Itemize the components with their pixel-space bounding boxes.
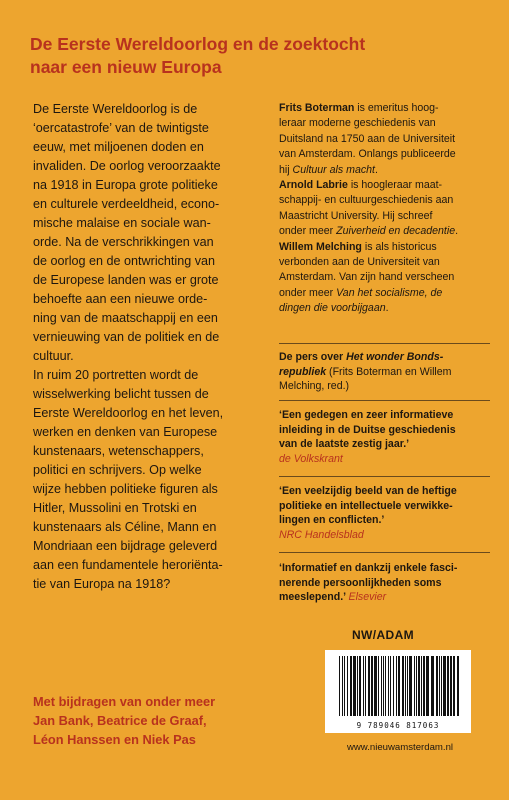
barcode-bar [409, 656, 412, 716]
press-heading-line [279, 365, 494, 380]
blurb-line: Mondriaan een bijdrage geleverd [33, 539, 218, 553]
blurb-line: werken en denken van Europese [33, 425, 218, 439]
barcode-bar [374, 656, 377, 716]
barcode-bar [353, 656, 356, 716]
barcode-bar [439, 656, 440, 716]
bio-text: van Amsterdam. Onlangs publiceerde [279, 148, 456, 161]
isbn-barcode [325, 650, 471, 733]
blurb-line: wijze hebben politieke figuren als [33, 482, 218, 496]
bio-text: is als historicus [361, 240, 437, 253]
bio-text: Duitsland na 1750 aan de Universiteit [279, 132, 456, 145]
publisher-url: www.nieuwamsterdam.nl [346, 742, 454, 753]
divider [279, 400, 490, 401]
bio-text: Amsterdam. Van zijn hand verscheen [279, 271, 455, 284]
book-title: Cultuur als macht [292, 163, 375, 176]
barcode-bar [407, 656, 408, 716]
barcode-bar [431, 656, 434, 716]
blurb-line: ning van de maatschappij en een [33, 311, 218, 325]
author-bios [279, 101, 494, 317]
bio-text: Maastricht University. Hij schreef [279, 209, 433, 222]
barcode-bar [357, 656, 358, 716]
press-heading [279, 350, 494, 394]
barcode-bar [418, 656, 420, 716]
barcode-bar [344, 656, 345, 716]
bio-text: onder meer [279, 286, 337, 299]
barcode-bar [453, 656, 455, 716]
barcode-bar [402, 656, 404, 716]
bio-text: . [385, 302, 389, 315]
author-name: Arnold Labrie [279, 179, 348, 192]
barcode-bar [385, 656, 386, 716]
barcode-bar [359, 656, 361, 716]
quote-text: meeslepend.’ [279, 591, 346, 604]
barcode-bar [371, 656, 373, 716]
barcode-bar [416, 656, 417, 716]
blurb-line: aan een fundamentele heroriënta- [33, 558, 223, 572]
barcode-bar [378, 656, 379, 716]
barcode-bar [436, 656, 438, 716]
blurb-line: orde. Na de verschrikkingen van [33, 235, 214, 249]
blurb-line: eeuw, met miljoenen doden en [33, 140, 204, 154]
press-heading-line [279, 350, 494, 365]
blurb-line: politici en schrijvers. Op welke [33, 463, 202, 477]
barcode-bar [441, 656, 442, 716]
quote-last-line [279, 590, 494, 605]
book-title: Zuiverheid en decadentie [336, 225, 456, 238]
title-line-2: naar een nieuw Europa [30, 57, 222, 77]
book-title: Van het socialisme, de [336, 286, 443, 299]
contributors-line: Jan Bank, Beatrice de Graaf, [33, 713, 207, 728]
press-heading-text: Melching, red.) [279, 380, 350, 393]
barcode-bar [457, 656, 459, 716]
contributors-line: Léon Hanssen en Niek Pas [33, 732, 196, 747]
press-heading-text: De pers over [279, 351, 347, 363]
bio-text: . [455, 225, 459, 238]
press-quote-3 [279, 561, 494, 605]
barcode-bar [381, 656, 382, 716]
bio-text: . [374, 163, 378, 176]
bio-boterman-line-1 [279, 101, 494, 116]
bio-text [279, 163, 494, 178]
bio-text [279, 286, 494, 301]
divider [279, 552, 490, 553]
contributors-line: Met bijdragen van onder meer [33, 694, 216, 709]
barcode-bar [347, 656, 348, 716]
barcode-bars [325, 650, 471, 722]
blurb-line: de Europese landen was er grote [33, 273, 219, 287]
barcode-bar [450, 656, 452, 716]
bio-text: onder meer [279, 225, 337, 238]
bio-text: schappij- en cultuurgeschiedenis aan [279, 194, 454, 207]
barcode-bar [393, 656, 394, 716]
divider [279, 476, 490, 477]
barcode-bar [390, 656, 391, 716]
barcode-bar [398, 656, 400, 716]
barcode-bar [423, 656, 425, 716]
barcode-bar [443, 656, 446, 716]
barcode-bar [388, 656, 389, 716]
barcode-bar [405, 656, 406, 716]
blurb-line: cultuur. [33, 349, 74, 363]
blurb-line: behoefte aan een nieuwe orde- [33, 292, 208, 306]
press-quote-1 [279, 408, 494, 466]
divider [279, 343, 490, 344]
title-line-1: De Eerste Wereldoorlog en de zoektocht [30, 34, 366, 54]
barcode-bar [414, 656, 415, 716]
blurb-line: kunstenaars als Céline, Mann en [33, 520, 217, 534]
barcode-bar [365, 656, 366, 716]
bio-melching-line-1 [279, 240, 494, 255]
back-cover-title [30, 33, 490, 79]
press-quote-2 [279, 484, 494, 542]
quote-text: inleiding in de Duitse geschiedenis [279, 423, 456, 436]
quote-text: ‘Informatief en dankzij enkele fasci- [279, 562, 458, 574]
press-heading-text: (Frits Boterman en Willem [326, 365, 452, 378]
quote-text: nerende persoonlijkheden soms [279, 576, 442, 589]
author-name: Frits Boterman [279, 102, 355, 114]
quote-text: politieke en intellectuele verwikke- [279, 499, 453, 512]
contributors-block [33, 692, 278, 749]
publisher-logo: NW/ADAM [351, 628, 415, 642]
barcode-bar [447, 656, 449, 716]
blurb-line: tie van Europa na 1918? [33, 577, 171, 591]
quote-source: de Volkskrant [279, 452, 343, 465]
bio-text: hij [279, 163, 293, 176]
blurb-line: de oorlog en de ontwrichting van [33, 254, 216, 268]
blurb-line: invaliden. De oorlog veroorzaakte [33, 159, 221, 173]
blurb-line: mische malaise en sociale wan- [33, 216, 211, 230]
blurb-line: In ruim 20 portretten wordt de [33, 368, 199, 382]
quote-text: ‘Een gedegen en zeer informatieve [279, 409, 454, 421]
barcode-bar [342, 656, 343, 716]
barcode-bar [383, 656, 384, 716]
book-title: republiek [279, 365, 327, 378]
bio-text: is emeritus hoog- [354, 102, 439, 114]
barcode-bar [368, 656, 370, 716]
quote-text: van de laatste zestig jaar.’ [279, 438, 410, 451]
barcode-bar [426, 656, 429, 716]
barcode-bar [339, 656, 340, 716]
blurb-line: Eerste Wereldoorlog en het leven, [33, 406, 224, 420]
barcode-bar [350, 656, 352, 716]
bio-text: verbonden aan de Universiteit van [279, 256, 440, 269]
quote-text: lingen en conflicten.’ [279, 514, 385, 527]
barcode-bar [363, 656, 364, 716]
quote-text: ‘Een veelzijdig beeld van de heftige [279, 485, 457, 497]
quote-source: NRC Handelsblad [279, 528, 364, 541]
barcode-bar [421, 656, 422, 716]
blurb-line: kunstenaars, wetenschappers, [33, 444, 204, 458]
blurb-line: na 1918 in Europa grote politieke [33, 178, 218, 192]
bio-text [279, 224, 494, 239]
bio-labrie-line-1 [279, 178, 494, 193]
quote-source: Elsevier [348, 591, 387, 604]
bio-text: is hoogleraar maat- [347, 179, 443, 192]
blurb-line: wisselwerking belicht tussen de [33, 387, 209, 401]
blurb-line: en culturele verdeeldheid, econo- [33, 197, 220, 211]
blurb-text [33, 100, 273, 594]
book-title: dingen die voorbijgaan [279, 302, 386, 315]
isbn-number: 9 789046 817063 [356, 721, 440, 730]
blurb-line: ‘oercatastrofe’ van de twintigste [33, 121, 209, 135]
barcode-bar [396, 656, 397, 716]
bio-text: leraar moderne geschiedenis van [279, 117, 436, 130]
blurb-line: vernieuwing van de politiek en de [33, 330, 220, 344]
blurb-line: Hitler, Mussolini en Trotski en [33, 501, 197, 515]
bio-text [279, 301, 494, 316]
book-title: Het wonder Bonds- [346, 351, 444, 363]
blurb-line: De Eerste Wereldoorlog is de [33, 102, 198, 116]
author-name: Willem Melching [279, 240, 362, 253]
